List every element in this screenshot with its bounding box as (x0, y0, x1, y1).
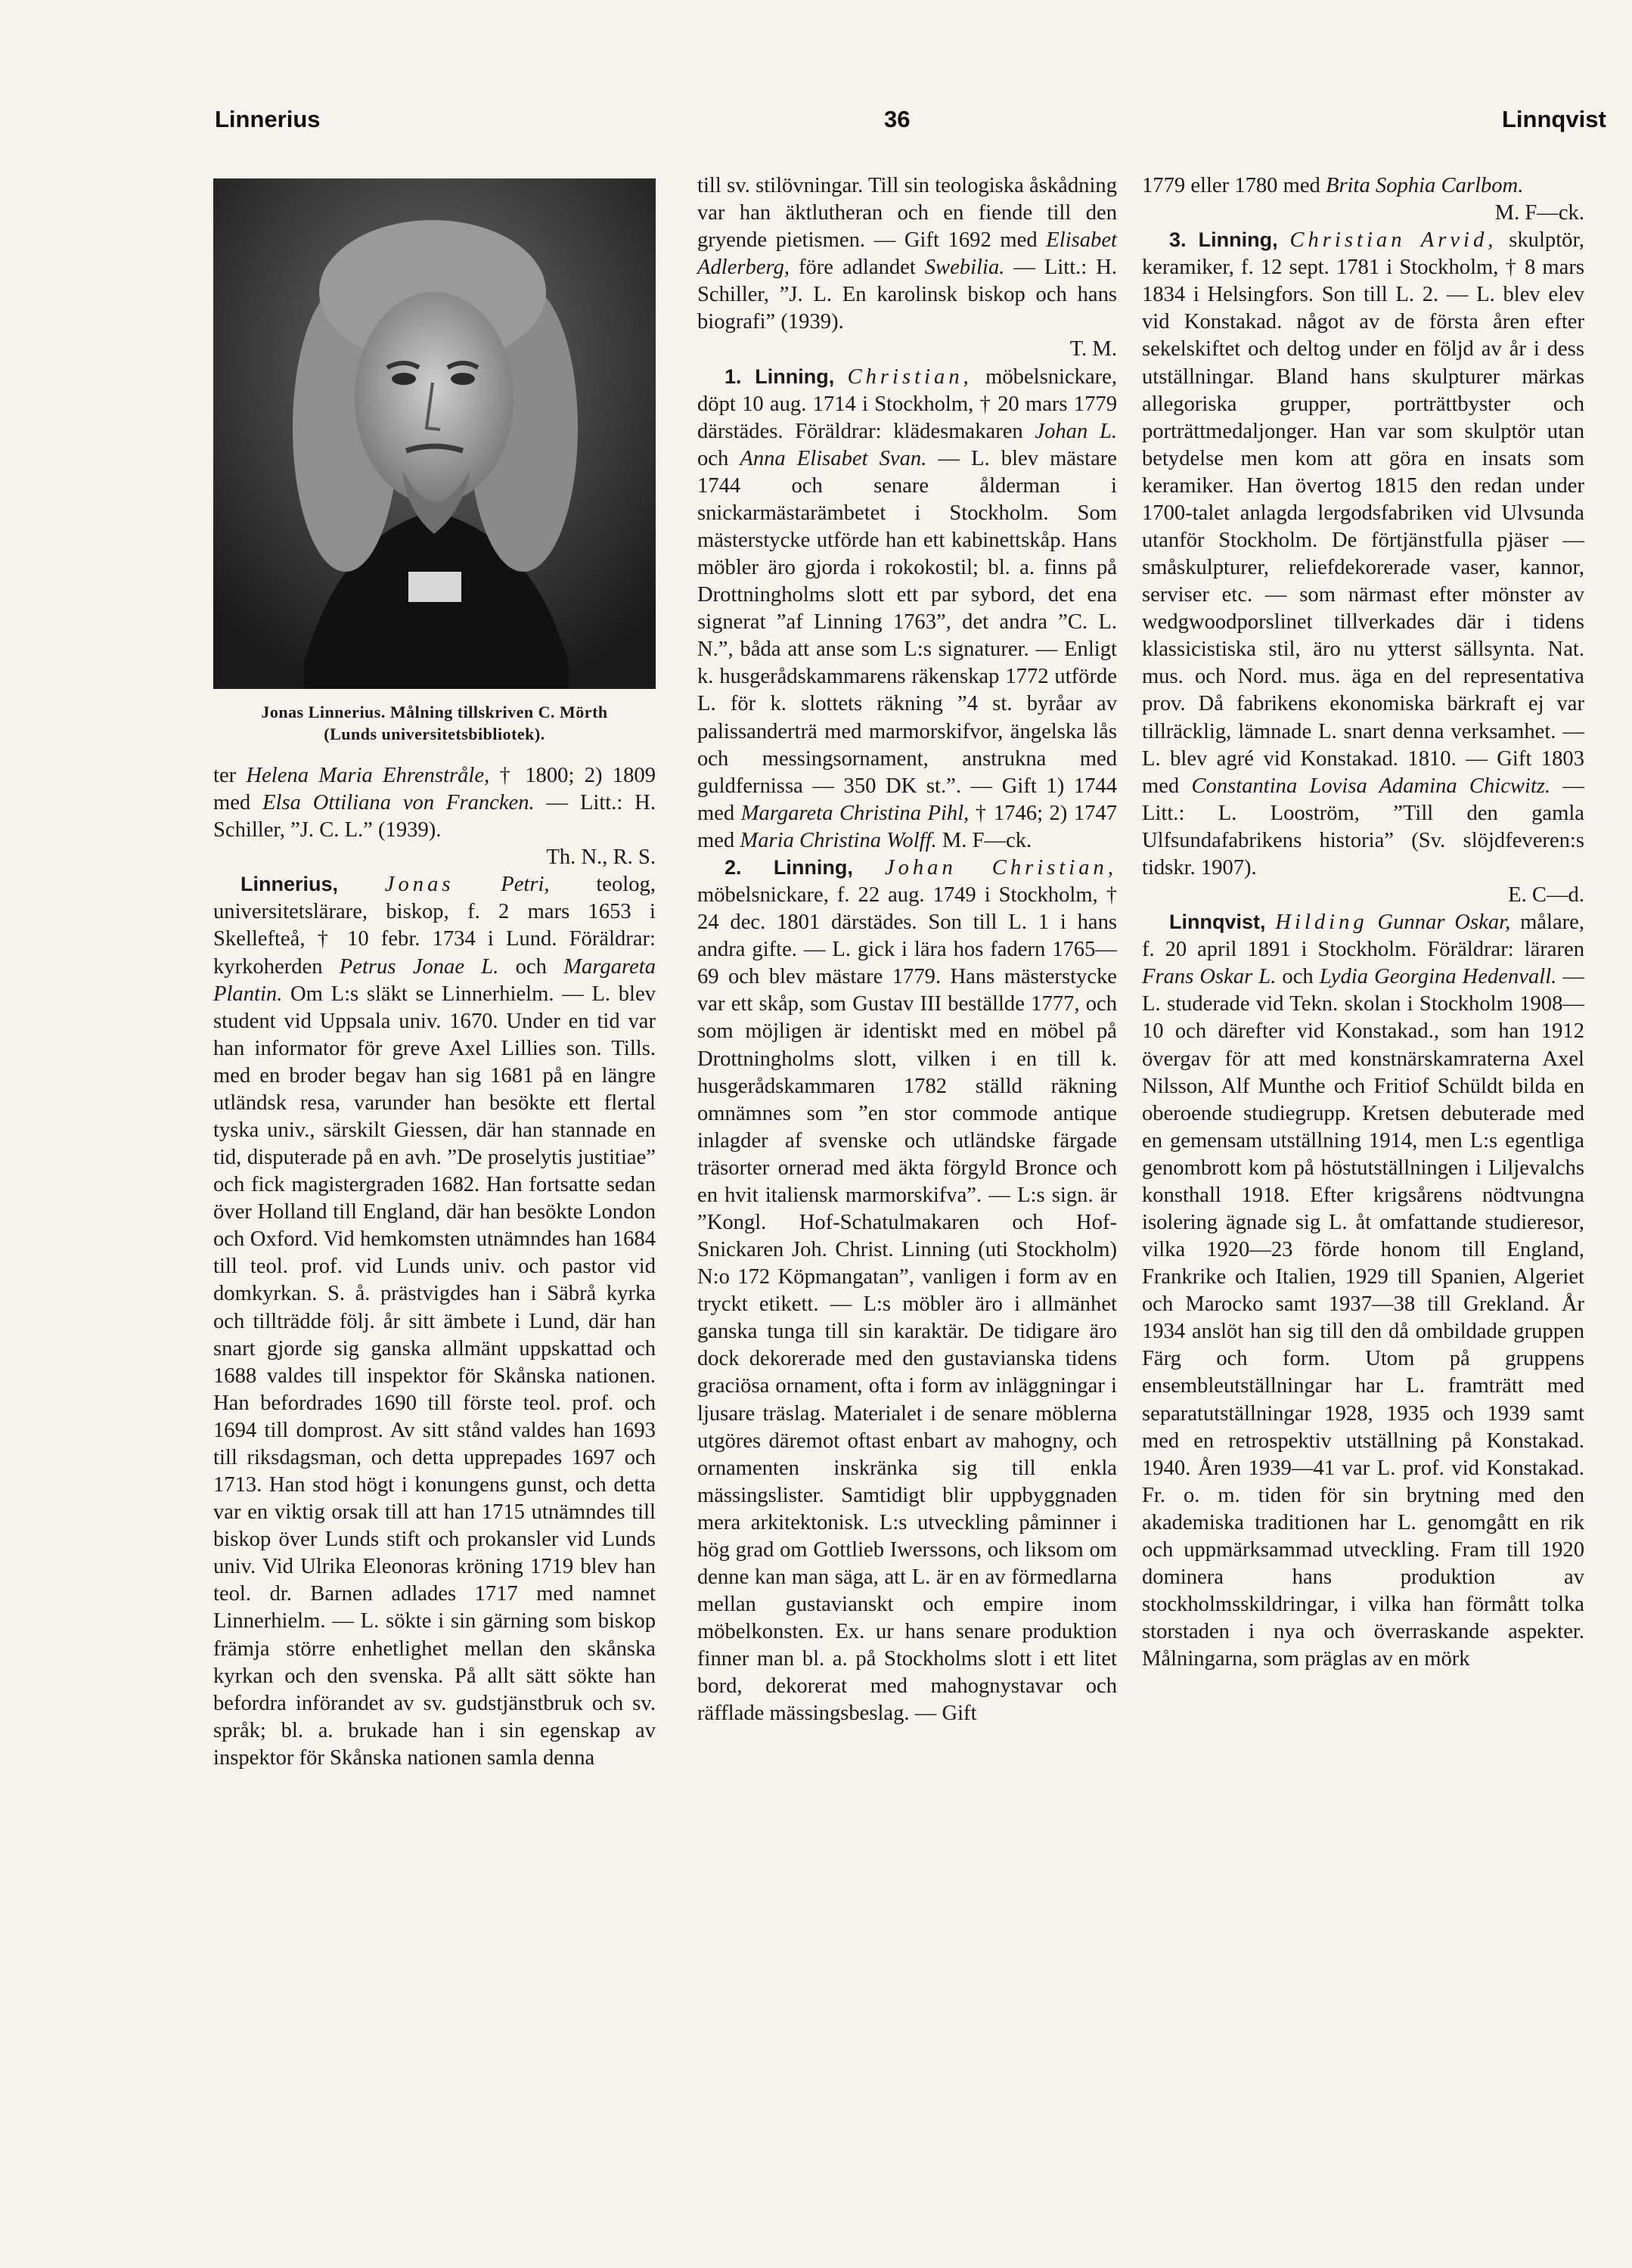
text-run: — L. studerade vid Tekn. skolan i Stockholm 1908—10 och därefter vid Konstakad., som han 1912 övergav för att med konstnärskamraterna Axel Nilsson, Alf Munthe och Fritiof Schüldt bilda en oberoende studiegrupp. Kretsen debuterade med en gemensam utställning 1914, men L:s egentliga genombrott kom på höstutställningen i Liljevalchs konsthall 1918. Efter krigsårens nödtvungna isolering ägnade sig L. åt omfattande studieresor, vilka 1920—23 förde honom till England, Frankrike och Italien, 1929 till Spanien, Algeriet och Marocko samt 1937—38 till Grekland. År 1934 anslöt han sig till den då ombildade gruppen Färg och form. Utom på gruppens ensembleutställningar har L. framträtt med separatutställningar 1928, 1935 och 1939 samt med en retrospektiv utställning på Konstakad. 1940. Åren 1939—41 var L. prof. vid Konstakad. Fr. o. m. tiden för sin brytning med den akademiska traditionen har L. genomgått en rik och uppmärksammad utveckling. Fram till 1920 dominera hans produktion av stockholmsskildringar, i vilka han förmått tolka storstaden i nya och överraskande aspekter. Målningarna, som präglas av en mörk (1142, 965, 1584, 1671)
author-signature: Th. N., R. S. (546, 845, 656, 870)
caption-line-1: Jonas Linnerius. Målning tillskriven C. Mörth (261, 703, 608, 721)
column-3 (1142, 172, 1584, 1673)
italic-name: Lydia Georgina Hedenvall. (1319, 965, 1557, 989)
entry-linning-johan-christian (697, 855, 1117, 1728)
italic-name: Johan L. (1035, 419, 1117, 443)
text-run: Om L:s släkt se Linnerhielm. — L. blev student vid Uppsala univ. 1670. Under en tid var han informator för greve Axel Lillies son. Tills. med en broder begav han sig 1681 på en längre utländsk resa, varunder han besökte ett flertal tyska univ., särskilt Giessen, där han stannade en tid, disputerade på en avh. ”De proselytis justitiae” och fick magistergraden 1682. Han fortsatte sedan över Holland till England, där han besökte London och Oxford. Vid hemkomsten utnämndes han 1684 till teol. prof. vid Lunds univ. och pastor vid domkyrkan. S. å. prästvigdes han i Säbrå kyrka och tillträdde följ. år sitt ämbete i Lund, där han snart gjorde sig ganska allmänt uppskattad och 1688 valdes till inspektor för Skånska nationen. Han befordrades 1690 till förste teol. prof. och 1694 till domprost. Av sitt stånd valdes han 1693 till riksdagsman, och detta upprepades 1697 och 1713. Han stod högt i konungens gunst, och detta var en viktig orsak till att han 1715 utnämndes till biskop över Lunds stift och prokansler vid Lunds univ. Vid Ulrika Eleonoras kröning 1719 blev han teol. dr. Barnen adlades 1717 med namnet Linnerhielm. — L. sökte i sin gärning som biskop främja större enhetlighet mellan den skånska kyrkan och den svenska. På allt sätt sökte han befordra införandet av sv. gudstjänstbruk och sv. språk; bl. a. brukade han i sin egenskap av inspektor för Skånska nationen samla denna (213, 982, 656, 1770)
text-run: före adlandet (790, 256, 925, 280)
column-1 (213, 762, 656, 1772)
text-run: — Litt.: L. Looström, ”Till den gamla Ulfsundafabrikens historia” (Sv. slöjdfeveren:s tidskr. 1907). (1142, 774, 1584, 880)
italic-name: Elisabet Adlerberg, (697, 228, 1117, 280)
entry-name: Petri, (454, 873, 550, 897)
caption-line-2: (Lunds universitetsbibliotek). (324, 724, 545, 743)
author-signature: T. M. (1069, 337, 1117, 361)
entry-name-spaced: Christian Arvid, (1289, 228, 1497, 253)
entry-name-spaced: Hilding (1275, 911, 1368, 935)
portrait-jonas-linnerius (213, 178, 656, 689)
continuation-text (697, 172, 1117, 336)
text-run: och (697, 446, 740, 470)
text-run: teolog, universitetslärare, biskop, f. 2 mars 1653 i Skellefteå, † 10 febr. 1734 i Lund. Föräldrar: kyrkoherden (213, 873, 656, 979)
entry-headword: Linnerius, (240, 873, 339, 896)
text-run: † 1746; 2) 1747 med (697, 801, 1118, 852)
continuation-text (1142, 172, 1584, 200)
author-signature: E. C—d. (1508, 883, 1584, 908)
portrait-caption (213, 702, 656, 745)
running-head-left: Linnerius (215, 106, 321, 132)
italic-name: Frans Oskar L. (1142, 965, 1277, 989)
author-signature: M. F—ck. (936, 828, 1032, 852)
text-run: 1779 eller 1780 med (1142, 174, 1326, 197)
entry-name-spaced: Christian, (847, 365, 973, 389)
text-run: — Litt.: H. Schiller, ”J. C. L.” (1939). (213, 791, 656, 842)
text-run: möbelsnickare, döpt 10 aug. 1714 i Stockholm, † 20 mars 1779 därstädes. Föräldrar: klädesmakaren (697, 365, 1117, 443)
continuation-text (213, 762, 656, 844)
text-run: och (498, 954, 564, 979)
italic-name: Maria Christina Wolff. (740, 828, 937, 852)
entry-name-spaced: Johan Christian, (884, 855, 1117, 880)
italic-name: Petrus Jonae L. (339, 954, 499, 979)
entry-headword: 3. Linning, (1169, 228, 1278, 252)
entry-headword: 1. Linning, (724, 365, 835, 388)
column-2 (697, 172, 1117, 1727)
text-run: — L. blev mästare 1744 och senare ålderman i snickarmästarämbetet i Stockholm. Som mästerstycke utförde han ett kabinettskåp. Hans möbler äro gjorda i rokokostil; bl. a. finns på Drottningholms slott ett par sybord, det ena signerat ”af Linning 1763”, det andra ”C. L. N.”, båda att anse som L:s signaturer. — Enligt k. husgerådskammarens räkenskap 1772 utförde L. för k. slottets räkning ”4 st. byråar av palissanderträ med marmorskifvor, ängelska lås och messingsornament, anstrukna med guldfernissa — 350 DK st.”. — Gift 1) 1744 med (697, 446, 1117, 825)
italic-name: Brita Sophia Carlbom. (1326, 174, 1524, 197)
author-signature: M. F—ck. (1494, 201, 1584, 225)
text-run: till sv. stilövningar. Till sin teologiska åskådning var han äktlutheran och en fiende till den gryende pietismen. — Gift 1692 med (697, 174, 1117, 253)
italic-name: Swebilia. (924, 256, 1005, 280)
entry-headword: 2. Linning, (724, 855, 853, 879)
text-run: skulptör, keramiker, f. 12 sept. 1781 i Stockholm, † 8 mars 1834 i Helsingfors. Son till L. 2. — L. blev elev vid Konstakad. något av de första åren efter sekelskiftet och deltog under en följd av år i dess utställningar. Bland hans skulpturer märkas allegoriska grupper, porträttbyster och porträttmedaljonger. Han var som skulptör utan betydelse men kom att göra en insats som keramiker. Han övertog 1815 den redan under 1700-talet anlagda lergodsfabriken vid Ulvsunda utanför Stockholm. De förtjänstfulla pjäser — småskulpturer, reliefdekorerade vaser, kannor, serviser etc. — som närmast efter mönster av wedgwoodporslinet tillverkades där i tidens klassicistiska stil, äro nu ytterst sällsynta. Nat. mus. och Nord. mus. äga en del representativa prov. Då fabrikens ekonomiska bärkraft ej var tillräcklig, lämnade L. snart denna verksamhet. — L. blev agré vid Konstakad. 1810. — Gift 1803 med (1142, 228, 1584, 798)
text-run: målare, f. 20 april 1891 i Stockholm. Föräldrar: läraren (1142, 911, 1584, 962)
italic-name: Helena Maria Ehrenstråle, (246, 764, 490, 787)
text-run: † 1800; 2) 1809 med (213, 764, 656, 815)
text-run: möbelsnickare, f. 22 aug. 1749 i Stockholm, † 24 dec. 1801 därstädes. Son till L. 1 i hans andra gifte. — L. gick i lära hos fadern 1765—69 och blev mästare 1779. Hans mästerstycke var ett skåp, som Gustav III beställde 1777, och som möjligen är identiskt med en möbel på Drottningholms slott, vilken i en till k. husgerådskammaren 1782 ställd räkning omnämnes som ”en stor commode antique inlagder af svenske och utländske färgade träsorter ornerad med äkta förgyld Bronce och en hvit italiensk marmorskifva”. — L:s sign. är ”Kongl. Hof-Schatulmakaren och Hof-Snickaren Joh. Christ. Linning (uti Stockholm) N:o 172 Köpmangatan”, vanligen i form av en tryckt etikett. — L:s möbler äro i allmänhet ganska tunga till sin karaktär. De tidigare äro dock dekorerade med den gustavianska tidens graciösa ornament, ofta i form av inläggningar i ljusare träslag. Materialet i de senare möblerna utgöres däremot oftast enbart av mahogny, och ornamenten inskränka sig till enkla mässingslister. Samtidigt blir uppbyggnaden mera arkitektonisk. L:s utveckling påminner i hög grad om Gottlieb Iwerssons, och liksom om denne kan man säga, att L. är en av förmedlarna mellan gustavianskt och empire inom möbelkonsten. Ex. ur hans senare produktion finner man bl. a. på Stockholms slott i ett litet bord, dekorerat med mahognystavar och räfflade mässingsbeslag. — Gift (697, 883, 1117, 1726)
text-run: — Litt.: H. Schiller, ”J. L. En karolinsk biskop och hans biografi” (1939). (697, 256, 1117, 334)
entry-linnerius-jonas (213, 871, 656, 1772)
entry-headword: Linnqvist, (1169, 911, 1266, 934)
page-number: 36 (884, 106, 911, 132)
entry-name-spaced: Jonas (384, 873, 455, 897)
text-run: och (1276, 965, 1320, 989)
italic-name: Margareta Plantin. (213, 954, 656, 1006)
entry-linning-christian-arvid (1142, 227, 1584, 882)
italic-name: Anna Elisabet Svan. (740, 446, 927, 470)
entry-name: Gunnar Oskar, (1367, 911, 1511, 935)
entry-linnqvist-hilding (1142, 909, 1584, 1673)
text-run: ter (213, 764, 247, 787)
entry-linning-christian (697, 364, 1117, 855)
italic-name: Constantina Lovisa Adamina Chicwitz. (1191, 774, 1551, 798)
italic-name: Margareta Christina Pihl, (740, 801, 970, 825)
portrait-image (213, 178, 656, 689)
italic-name: Elsa Ottiliana von Francken. (262, 791, 535, 815)
running-head-right: Linnqvist (1502, 106, 1606, 132)
